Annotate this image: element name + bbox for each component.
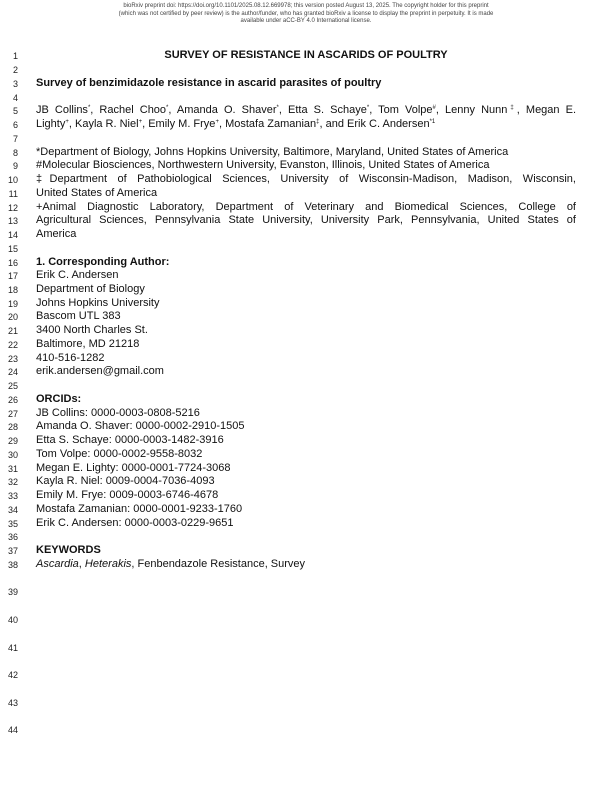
preprint-header-line: (which was not certified by peer review) is the author/funder, who has granted bioRxiv a license to display the preprint in perpetuity. It is made xyxy=(118,10,494,17)
preprint-header-line: bioRxiv preprint doi: https://doi.org/10.1101/2025.08.12.669978; this version posted August 13, 2025. The copyright holder for this preprint xyxy=(123,3,489,9)
line-number: 31 xyxy=(7,464,18,474)
line-number: 39 xyxy=(7,587,18,597)
preprint-header-line: available under aCC-BY 4.0 International license. xyxy=(240,18,372,24)
line-number: 15 xyxy=(7,244,18,254)
affiliation: United States of America xyxy=(36,187,158,199)
corresponding-heading: 1. Corresponding Author: xyxy=(36,256,170,268)
corresponding-name: Erik C. Andersen xyxy=(36,269,119,281)
affiliation: America xyxy=(36,228,77,240)
line-number: 29 xyxy=(7,436,18,446)
orcid-entry: Emily M. Frye: 0009-0003-6746-4678 xyxy=(36,489,219,501)
affiliation: +Animal Diagnostic Laboratory, Department of Veterinary and Biomedical Sciences, College of xyxy=(36,201,576,213)
author-list: Lighty+, Kayla R. Niel+, Emily M. Frye+, Mostafa Zamanian‡, and Erik C. Andersen$^{*1}$ xyxy=(36,118,436,130)
line-number: 44 xyxy=(7,725,18,735)
line-number: 17 xyxy=(7,271,18,281)
corresponding-phone: 410-516-1282 xyxy=(36,352,105,364)
orcid-entry: Tom Volpe: 0000-0002-9558-8032 xyxy=(36,448,203,460)
line-number: 27 xyxy=(7,409,18,419)
affiliation: ‡Department of Pathobiological Sciences, University of Wisconsin-Madison, Madison, Wisconsin, xyxy=(36,173,576,185)
line-number: 9 xyxy=(12,161,18,171)
line-number: 37 xyxy=(7,546,18,556)
line-number: 35 xyxy=(7,519,18,529)
line-number: 20 xyxy=(7,312,18,322)
corresponding-dept: Department of Biology xyxy=(36,283,145,295)
line-number: 33 xyxy=(7,491,18,501)
author-list: JB Collins*, Rachel Choo*, Amanda O. Shaver*, Etta S. Schaye*, Tom Volpe#, Lenny Nunn‡, Megan E. xyxy=(36,104,577,116)
affiliation: Agricultural Sciences, Pennsylvania State University, University Park, Pennsylvania, United States of xyxy=(36,214,576,226)
line-number: 2 xyxy=(12,65,18,75)
line-number: 14 xyxy=(7,230,18,240)
line-number: 3 xyxy=(12,79,18,89)
line-number: 24 xyxy=(7,367,18,377)
keywords-list: Ascardia, Heterakis, Fenbendazole Resistance, Survey xyxy=(36,558,306,570)
corresponding-street: 3400 North Charles St. xyxy=(36,324,148,336)
line-number: 32 xyxy=(7,477,18,487)
line-number: 42 xyxy=(7,670,18,680)
line-number: 23 xyxy=(7,354,18,364)
line-number: 1 xyxy=(12,51,18,61)
line-number: 43 xyxy=(7,698,18,708)
corresponding-email[interactable]: erik.andersen@gmail.com xyxy=(36,365,164,377)
orcid-entry: Mostafa Zamanian: 0000-0001-9233-1760 xyxy=(36,503,243,515)
line-number: 25 xyxy=(7,381,18,391)
line-number: 30 xyxy=(7,450,18,460)
paper-subtitle: Survey of benzimidazole resistance in ascarid parasites of poultry xyxy=(36,77,382,89)
line-number: 26 xyxy=(7,395,18,405)
orcid-entry: Amanda O. Shaver: 0000-0002-2910-1505 xyxy=(36,420,245,432)
line-number: 13 xyxy=(7,216,18,226)
orcids-heading: ORCIDs: xyxy=(36,393,82,405)
paper-title: SURVEY OF RESISTANCE IN ASCARIDS OF POULTRY xyxy=(164,49,448,61)
line-number: 6 xyxy=(12,120,18,130)
orcid-entry: Megan E. Lighty: 0000-0001-7724-3068 xyxy=(36,462,231,474)
line-number: 5 xyxy=(12,106,18,116)
line-number: 11 xyxy=(8,189,18,199)
affiliation: *Department of Biology, Johns Hopkins University, Baltimore, Maryland, United States of America xyxy=(36,146,509,158)
line-number: 21 xyxy=(7,326,18,336)
line-number: 36 xyxy=(7,532,18,542)
line-number: 34 xyxy=(7,505,18,515)
orcid-entry: Etta S. Schaye: 0000-0003-1482-3916 xyxy=(36,434,224,446)
line-number: 4 xyxy=(12,93,18,103)
line-number: 12 xyxy=(7,203,18,213)
line-number: 22 xyxy=(7,340,18,350)
line-number: 16 xyxy=(7,258,18,268)
line-number: 8 xyxy=(12,148,18,158)
keywords-heading: KEYWORDS xyxy=(36,544,101,556)
corresponding-room: Bascom UTL 383 xyxy=(36,310,121,322)
corresponding-univ: Johns Hopkins University xyxy=(36,297,160,309)
line-number: 41 xyxy=(7,643,18,653)
affiliation: #Molecular Biosciences, Northwestern University, Evanston, Illinois, United States of America xyxy=(36,159,490,171)
line-number: 18 xyxy=(7,285,18,295)
orcid-entry: Kayla R. Niel: 0009-0004-7036-4093 xyxy=(36,475,215,487)
line-number: 10 xyxy=(7,175,18,185)
line-number: 7 xyxy=(12,134,18,144)
line-number: 40 xyxy=(7,615,18,625)
corresponding-city: Baltimore, MD 21218 xyxy=(36,338,140,350)
orcid-entry: Erik C. Andersen: 0000-0003-0229-9651 xyxy=(36,517,234,529)
line-number: 28 xyxy=(7,422,18,432)
line-number: 38 xyxy=(7,560,18,570)
orcid-entry: JB Collins: 0000-0003-0808-5216 xyxy=(36,407,200,419)
line-number: 19 xyxy=(7,299,18,309)
preprint-header xyxy=(40,3,572,26)
